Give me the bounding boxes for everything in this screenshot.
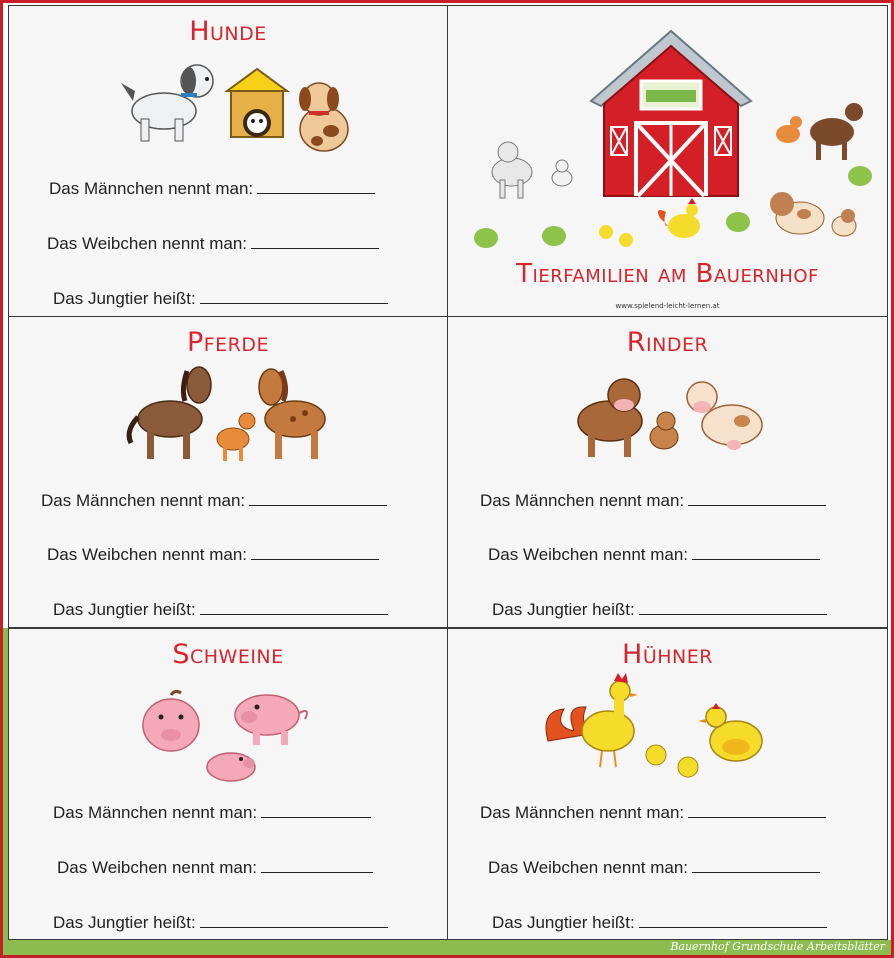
young-answer-blank[interactable]	[200, 911, 388, 928]
hay-bales-icon	[468, 156, 878, 256]
female-line	[47, 543, 379, 565]
female-label: Das Weibchen nennt man:	[488, 545, 689, 564]
young-answer-blank[interactable]	[639, 598, 827, 615]
young-answer-blank[interactable]	[200, 287, 388, 304]
card-schweine	[8, 628, 448, 940]
female-label: Das Weibchen nennt man:	[47, 545, 248, 564]
card-title: Hühner	[622, 639, 713, 670]
male-line	[480, 801, 826, 823]
male-label: Das Männchen nennt man:	[480, 491, 685, 510]
young-line	[53, 287, 388, 309]
male-answer-blank[interactable]	[257, 177, 375, 194]
young-line	[53, 598, 388, 620]
young-label: Das Jungtier heißt:	[53, 600, 196, 619]
male-label: Das Männchen nennt man:	[49, 179, 254, 198]
male-line	[53, 801, 371, 823]
female-label: Das Weibchen nennt man:	[57, 858, 258, 877]
young-answer-blank[interactable]	[200, 598, 388, 615]
young-label: Das Jungtier heißt:	[492, 913, 635, 932]
cover-title: Tierfamilien am Bauernhof	[516, 259, 819, 289]
male-line	[49, 177, 375, 199]
young-label: Das Jungtier heißt:	[53, 913, 196, 932]
male-line	[41, 489, 387, 511]
horse-family-illustration	[125, 361, 335, 471]
male-label: Das Männchen nennt man:	[53, 803, 258, 822]
card-hunde	[8, 5, 448, 317]
young-label: Das Jungtier heißt:	[492, 600, 635, 619]
female-line	[57, 856, 373, 878]
dog-family-illustration	[119, 61, 359, 171]
female-label: Das Weibchen nennt man:	[488, 858, 689, 877]
cover-url: www.spielend-leicht-lernen.at	[615, 302, 720, 310]
female-answer-blank[interactable]	[692, 543, 820, 560]
young-line	[492, 911, 827, 933]
card-title: Schweine	[172, 639, 284, 670]
male-answer-blank[interactable]	[249, 489, 387, 506]
card-huehner	[447, 628, 888, 940]
young-label: Das Jungtier heißt:	[53, 289, 196, 308]
male-answer-blank[interactable]	[688, 489, 826, 506]
male-answer-blank[interactable]	[688, 801, 826, 818]
young-line	[492, 598, 827, 620]
green-strip-bottom	[3, 940, 891, 955]
card-title: Hunde	[189, 16, 267, 47]
cattle-family-illustration	[572, 369, 772, 469]
young-answer-blank[interactable]	[639, 911, 827, 928]
male-answer-blank[interactable]	[261, 801, 371, 818]
female-answer-blank[interactable]	[692, 856, 820, 873]
footer-caption: Bauernhof Grundschule Arbeitsblätter	[670, 940, 885, 953]
card-rinder	[447, 316, 888, 628]
card-cover	[447, 5, 888, 317]
card-title: Pferde	[186, 327, 270, 358]
female-label: Das Weibchen nennt man:	[47, 234, 248, 253]
female-answer-blank[interactable]	[261, 856, 373, 873]
male-label: Das Männchen nennt man:	[41, 491, 246, 510]
female-answer-blank[interactable]	[251, 232, 379, 249]
female-answer-blank[interactable]	[251, 543, 379, 560]
young-line	[53, 911, 388, 933]
female-line	[488, 543, 820, 565]
male-line	[480, 489, 826, 511]
pig-family-illustration	[127, 683, 327, 793]
female-line	[47, 232, 379, 254]
card-title: Rinder	[626, 327, 709, 358]
chicken-family-illustration	[540, 671, 770, 781]
female-line	[488, 856, 820, 878]
card-pferde	[8, 316, 448, 628]
male-label: Das Männchen nennt man:	[480, 803, 685, 822]
